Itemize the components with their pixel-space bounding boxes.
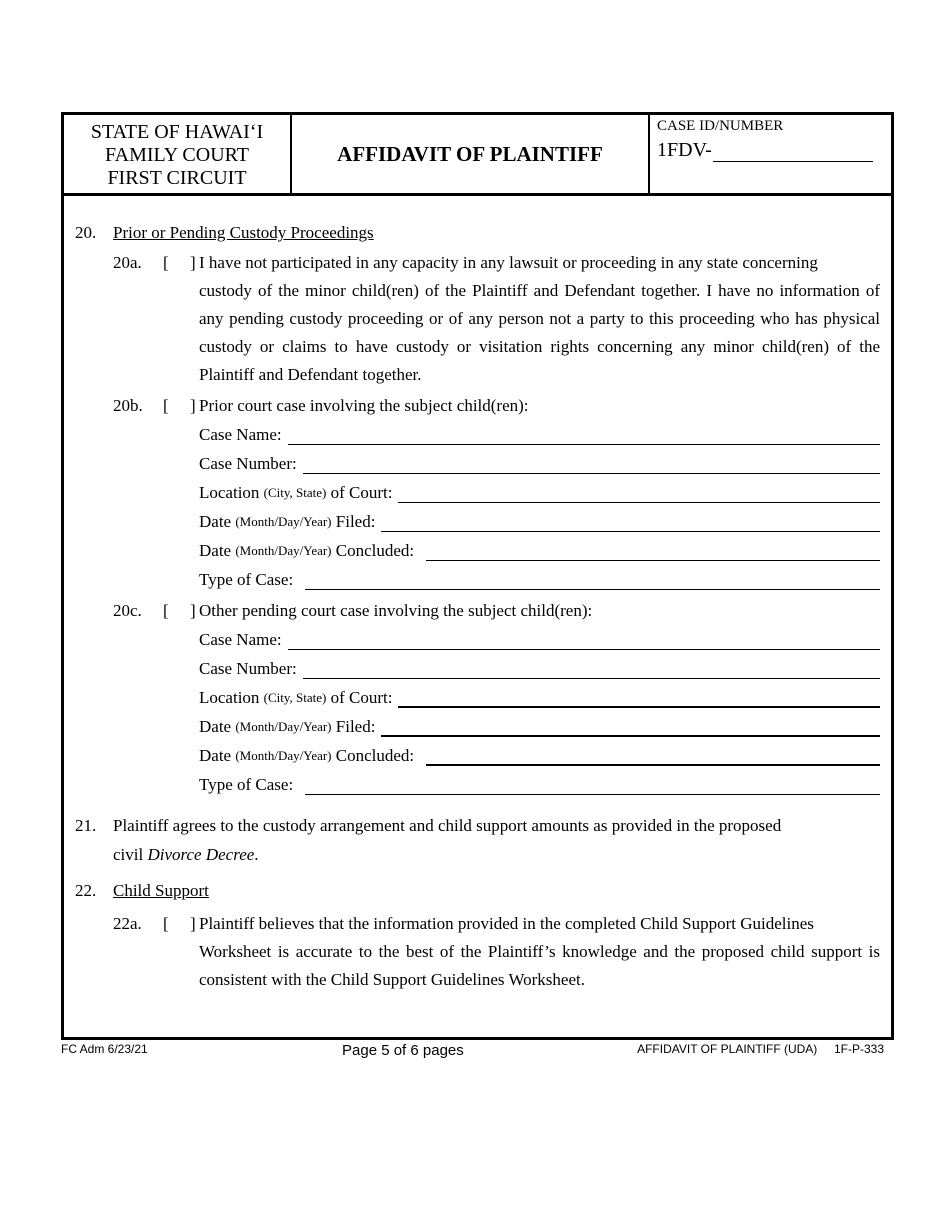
location-hint: (City, State) [263,690,327,705]
type-blank[interactable] [305,780,880,795]
case-id-label: CASE ID/NUMBER [657,118,784,134]
type-label: Type of Case: [199,775,294,794]
checkbox-20b-close[interactable]: ] [190,396,196,415]
concluded-label: Concluded: [335,746,415,765]
date-hint: (Month/Day/Year) [235,748,332,763]
divorce-decree-ref: Divorce Decree [147,845,255,864]
checkbox-22a-open[interactable]: [ [163,914,169,933]
field-20c-case-name[interactable] [199,630,880,650]
item-20c-number: 20c. [113,601,142,620]
filed-label: Filed: [335,512,376,531]
location-blank[interactable] [398,692,880,708]
case-name-label: Case Name: [199,425,282,444]
footer-form-code: FC Adm 6/23/21 [61,1042,148,1056]
field-20c-type[interactable] [199,775,880,795]
checkbox-20c-open[interactable]: [ [163,601,169,620]
field-20c-location[interactable] [199,688,880,708]
checkbox-20b-open[interactable]: [ [163,396,169,415]
case-id-block [650,115,891,193]
section-21-line2-lead: civil [113,845,148,864]
court-block [64,115,292,193]
case-name-blank[interactable] [288,430,880,445]
item-20c-text: Other pending court case involving the subject child(ren): [199,601,593,620]
item-20b-number: 20b. [113,396,143,415]
case-number-label: Case Number: [199,454,297,473]
field-20b-case-number[interactable] [199,454,880,474]
type-label: Type of Case: [199,570,294,589]
field-20b-type[interactable] [199,570,880,590]
field-20b-date-concluded[interactable] [199,541,880,561]
case-number-label: Case Number: [199,659,297,678]
location-hint: (City, State) [263,485,327,500]
date-filed-blank[interactable] [381,721,880,737]
item-22a-text-first: Plaintiff believes that the information provided in the completed Child Support Guidelines [199,914,814,933]
date-hint: (Month/Day/Year) [235,543,332,558]
item-20b-text: Prior court case involving the subject child(ren): [199,396,529,415]
case-name-blank[interactable] [288,635,880,650]
item-20a-text-rest: custody of the minor child(ren) of the Plaintiff and Defendant together. I have no information of any pending custody proceeding or of any person not a party to this proceeding who has physical custody or claims to have custody or visitation rights concerning any minor child(ren) of the Plaintiff and Defendant together. [199,281,880,384]
case-number-blank[interactable] [713,145,873,162]
checkbox-20c-close[interactable]: ] [190,601,196,620]
field-20c-case-number[interactable] [199,659,880,679]
checkbox-20a-close[interactable]: ] [190,253,196,272]
section-22-number: 22. [75,881,97,900]
field-20b-location[interactable] [199,483,880,503]
location-label: Location [199,483,260,502]
field-20c-date-concluded[interactable] [199,746,880,766]
case-prefix: 1FDV- [657,139,712,161]
case-name-label: Case Name: [199,630,282,649]
item-22a-text-rest: Worksheet is accurate to the best of the Plaintiff’s knowledge and the proposed child support is consistent with the Child Support Guidelines Worksheet. [199,942,880,989]
date-concluded-blank[interactable] [426,750,880,766]
case-number-field[interactable] [657,139,891,162]
item-20a-text-first: I have not participated in any capacity in any lawsuit or proceeding in any state concerning [199,253,818,272]
field-20c-date-filed[interactable] [199,717,880,737]
section-21-period: . [254,845,259,864]
case-number-blank[interactable] [303,459,880,474]
date-label: Date [199,746,232,765]
field-20b-date-filed[interactable] [199,512,880,532]
section-21-number: 21. [75,816,97,835]
date-hint: (Month/Day/Year) [235,719,332,734]
date-concluded-blank[interactable] [426,546,880,561]
court-circuit: FIRST CIRCUIT [107,167,247,189]
section-20-heading: Prior or Pending Custody Proceedings [113,223,374,242]
date-filed-blank[interactable] [381,517,880,532]
location-blank[interactable] [398,488,880,503]
checkbox-22a-close[interactable]: ] [190,914,196,933]
section-21-line1: Plaintiff agrees to the custody arrangement and child support amounts as provided in the proposed [113,816,782,835]
date-label: Date [199,717,232,736]
section-22-heading: Child Support [113,881,209,900]
date-label: Date [199,541,232,560]
item-22a-number: 22a. [113,914,142,933]
form-title: AFFIDAVIT OF PLAINTIFF [292,115,650,193]
case-number-blank[interactable] [303,664,880,679]
checkbox-20a-open[interactable]: [ [163,253,169,272]
court-name: FAMILY COURT [104,144,250,166]
concluded-label: Concluded: [335,541,415,560]
item-20a-number: 20a. [113,253,142,272]
location-label-suffix: of Court: [330,483,393,502]
court-state: STATE OF HAWAI‘I [90,121,264,143]
location-label: Location [199,688,260,707]
section-20-number: 20. [75,223,97,242]
date-hint: (Month/Day/Year) [235,514,332,529]
type-blank[interactable] [305,575,880,590]
field-20b-case-name[interactable] [199,425,880,445]
date-label: Date [199,512,232,531]
footer-page-number: Page 5 of 6 pages [342,1042,464,1059]
filed-label: Filed: [335,717,376,736]
form-header [64,115,891,196]
section-21-line2 [113,845,259,865]
location-label-suffix: of Court: [330,688,393,707]
footer-form-title: AFFIDAVIT OF PLAINTIFF (UDA) 1F-P-333 [637,1042,884,1056]
